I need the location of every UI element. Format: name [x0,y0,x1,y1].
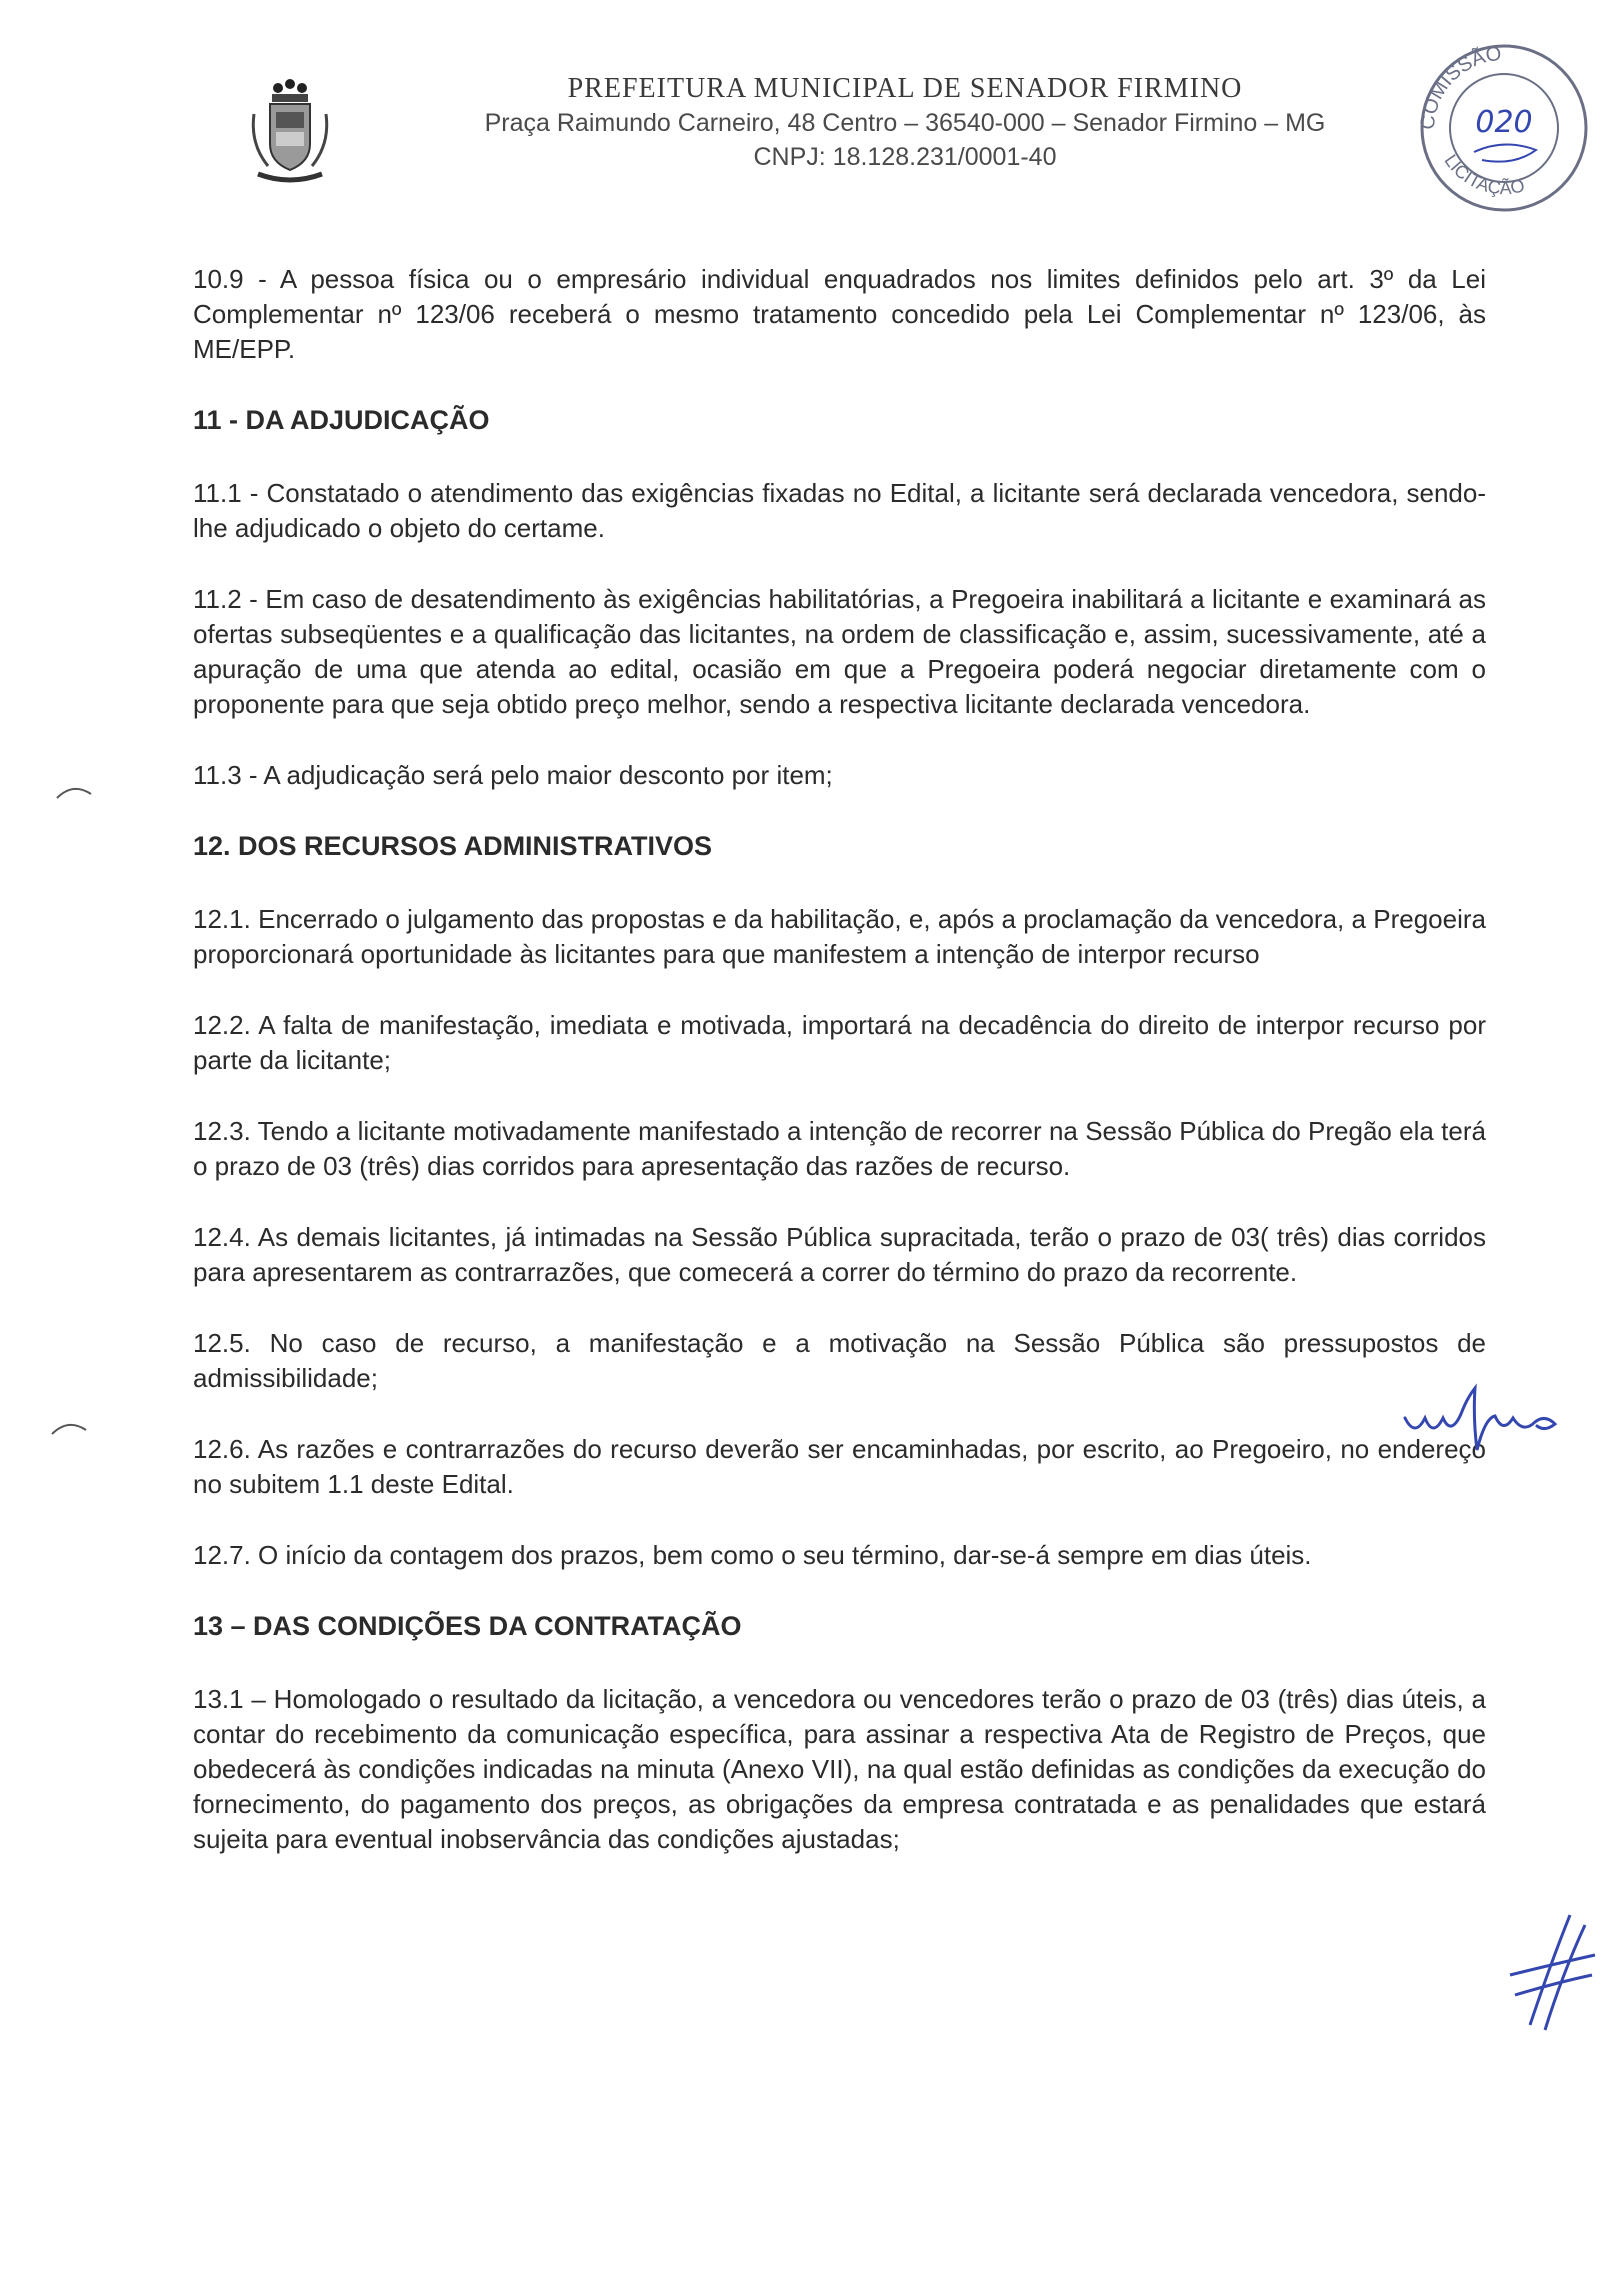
clause-11-3: 11.3 - A adjudicação será pelo maior desconto por item; [193,760,833,790]
municipal-crest-icon [248,74,332,184]
stamp-number: 020 [1475,105,1533,140]
handwritten-signature [1500,1905,1600,2035]
section-heading-11: 11 - DA ADJUDICAÇÃO [193,405,490,435]
clause-10-9: 10.9 - A pessoa física ou o empresário individual enquadrados nos limites definidos pelo art. 3º da Lei Complementar nº 123/06 receberá o mesmo tratamento concedido pela Lei Complementar nº 123/06, às ME/EPP. [193,264,1486,364]
clause-12-4: 12.4. As demais licitantes, já intimadas na Sessão Pública supracitada, terão o prazo de 03( três) dias corridos para apresentarem as contrarrazões, que comecerá a correr do término do prazo da recorrente. [193,1222,1486,1287]
clause-12-1: 12.1. Encerrado o julgamento das propostas e da habilitação, e, após a proclamação da vencedora, a Pregoeira proporcionará oportunidade às licitantes para que manifestem a intenção de interpor recurso [193,904,1486,969]
clause-12-2: 12.2. A falta de manifestação, imediata e motivada, importará na decadência do direito de interpor recurso por parte da licitante; [193,1010,1486,1075]
clause-12-6: 12.6. As razões e contrarrazões do recurso deverão ser encaminhadas, por escrito, ao Pregoeiro, no endereço no subitem 1.1 deste Edital. [193,1434,1486,1499]
institution-name: PREFEITURA MUNICIPAL DE SENADOR FIRMINO [567,73,1243,104]
institution-address: Praça Raimundo Carneiro, 48 Centro – 36540-000 – Senador Firmino – MG [484,109,1326,137]
section-heading-13: 13 – DAS CONDIÇÕES DA CONTRATAÇÃO [193,1611,742,1641]
letterhead [400,72,1410,174]
margin-scan-mark [50,1418,90,1438]
stamp-top-text: COMISSÃO [1416,42,1503,131]
clause-12-7: 12.7. O início da contagem dos prazos, bem como o seu término, dar-se-á sempre em dias úteis. [193,1540,1312,1570]
stamp-bottom-text: LICITAÇÃO [1440,150,1527,199]
clause-13-1: 13.1 – Homologado o resultado da licitação, a vencedora ou vencedores terão o prazo de 03 (três) dias úteis, a contar do recebimento da comunicação específica, para assinar a respectiva Ata de Registro de Preços, que obedecerá às condições indicadas na minuta (Anexo VII), na qual estão definidas as condições da execução do fornecimento, do pagamento dos preços, as obrigações da empresa contratada e as penalidades que estará sujeita para eventual inobservância das condições ajustadas; [193,1684,1486,1854]
clause-11-2: 11.2 - Em caso de desatendimento às exigências habilitatórias, a Pregoeira inabilitará a licitante e examinará as ofertas subseqüentes e a qualificação das licitantes, na ordem de classificação e, assim, sucessivamente, até a apuração de uma que atenda ao edital, ocasião em que a Pregoeira poderá negociar diretamente com o proponente para que seja obtido preço melhor, sendo a respectiva licitante declarada vencedora. [193,584,1486,719]
clause-11-1: 11.1 - Constatado o atendimento das exigências fixadas no Edital, a licitante será declarada vencedora, sendo-lhe adjudicado o objeto do certame. [193,478,1486,543]
clause-12-5: 12.5. No caso de recurso, a manifestação e a motivação na Sessão Pública são pressupostos de admissibilidade; [193,1328,1486,1393]
commission-stamp [1404,20,1600,220]
section-heading-12: 12. DOS RECURSOS ADMINISTRATIVOS [193,831,713,861]
clause-12-3: 12.3. Tendo a licitante motivadamente manifestado a intenção de recorrer na Sessão Pública do Pregão ela terá o prazo de 03 (três) dias corridos para apresentação das razões de recurso. [193,1116,1486,1181]
institution-cnpj: CNPJ: 18.128.231/0001-40 [753,143,1057,171]
margin-scan-mark [55,782,95,802]
document-body [193,262,1486,1893]
handwritten-initials [1395,1378,1570,1458]
